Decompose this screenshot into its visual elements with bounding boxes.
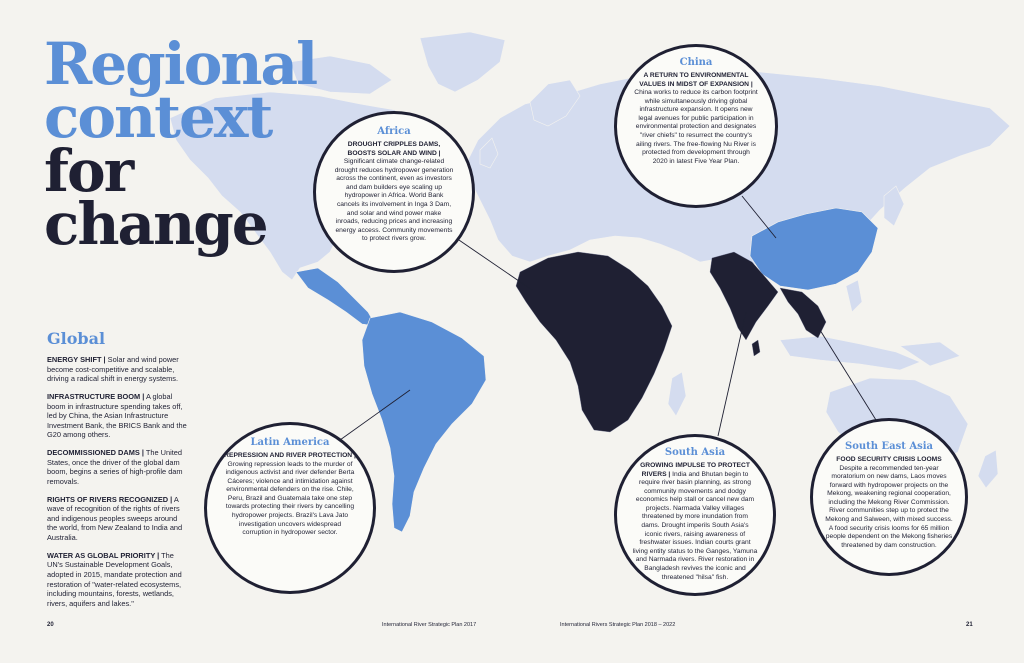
global-item-head: INFRASTRUCTURE BOOM | <box>47 391 145 401</box>
southeast-asia-callout <box>810 418 968 576</box>
south-asia-region-label: South Asia <box>664 447 726 458</box>
south-america-shape <box>362 312 486 532</box>
china-text: China works to reduce its carbon footprint while simultaneously driving global infrastructure expansion. It opens new legal avenues for public participation in environmental protection and designates "river chiefs" to resurrect the country's ailing rivers. The free-flowing Nu River is protected from development through 2020 in latest Five Year Plan. <box>634 89 758 165</box>
page-title <box>44 30 317 259</box>
global-item-text: A wave of recognition of the rights of rivers and indigenous peoples sweeps around the world, from New Zealand to India and Australia. <box>47 494 183 542</box>
south-asia-body <box>632 462 758 582</box>
southeast-asia-body <box>824 456 954 550</box>
title-line-2: context <box>44 83 272 152</box>
left-page-number: 20 <box>47 622 54 628</box>
philippines-shape <box>846 280 862 312</box>
global-item <box>47 392 189 440</box>
global-heading: Global <box>47 329 106 348</box>
latin-america-body <box>224 452 356 538</box>
latin-america-headline: REPRESSION AND RIVER PROTECTION | <box>224 452 356 459</box>
global-item-head: DECOMMISSIONED DAMS | <box>47 448 144 457</box>
global-list <box>47 355 189 616</box>
africa-text: Significant climate change-related drought reduces hydropower generation across the continent, even as investors and dam builders eye scaling up hydropower in Africa. World Bank cancels its involvement in Inga 3 Dam, and solar and wind power make inroads, reducing prices and increasing energy access. Community movements to protect rivers grow. <box>334 158 454 243</box>
global-item-head: WATER AS GLOBAL PRIORITY | <box>47 550 160 560</box>
global-item-text: A global boom in infrastructure spending takes off, led by China, the Asian Infrastructure Investment Bank, the BRICS Bank and the G20 among others. <box>47 391 187 440</box>
africa-callout <box>313 111 475 273</box>
global-item-text: The UN's Sustainable Development Goals, adopted in 2015, mandate protection and restoration of "water-related ecosystems, including mountains, forests, wetlands, rivers, aquifers and lakes." <box>47 550 182 608</box>
global-item <box>47 355 189 384</box>
china-callout <box>614 44 778 208</box>
africa-shape <box>516 252 672 432</box>
south-asia-headline: GROWING IMPULSE TO PROTECT RIVERS | <box>640 462 750 478</box>
southeast-asia-shape <box>780 288 826 338</box>
title-line-3: for <box>44 136 133 205</box>
title-line-1: Regional <box>44 30 317 98</box>
china-headline: A RETURN TO ENVIRONMENTAL VALUES IN MIDST OF EXPANSION | <box>639 72 753 88</box>
global-item-text: The United States, once the driver of the global dam boom, begins a series of high-profile dam removals. <box>47 448 183 486</box>
south-asia-connector <box>718 312 746 436</box>
global-item <box>47 551 189 609</box>
global-item-head: RIGHTS OF RIVERS RECOGNIZED | <box>47 494 173 504</box>
sri-lanka-shape <box>752 340 760 356</box>
china-body <box>634 72 758 166</box>
latin-america-text: Growing repression leads to the murder of indigenous activist and river defender Berta Cáceres; violence and intimidation against environmental defenders on the rise. Chile, Peru, Brazil and Guatemala take one step towards protecting their rivers by cancelling hydropower projects. Brazil's Lava Jato investigation uncovers widespread corruption in hydropower sector. <box>225 460 355 537</box>
latin-america-region-label: Latin America <box>250 437 330 448</box>
southeast-asia-text: Despite a recommended ten-year moratorium on new dams, Laos moves forward with hydropower projects on the Mekong, weakening regional cooperation, including the Mekong River Commission. River communities step up to protect the Mekong and Salween, with mixed success. A food security crisis looms for 65 million people dependent on the Mekong fisheries threatened by dam construction. <box>825 464 953 549</box>
southeast-asia-headline: FOOD SECURITY CRISIS LOOMS <box>836 456 942 463</box>
greenland-shape <box>420 32 505 92</box>
africa-headline: DROUGHT CRIPPLES DAMS, BOOSTS SOLAR AND WIND | <box>347 141 441 157</box>
indonesia-shape <box>780 336 920 370</box>
china-region-label: China <box>679 57 713 68</box>
new-zealand-shape <box>978 450 998 488</box>
title-line-4: change <box>44 190 267 259</box>
left-footer-text: International River Strategic Plan 2017 <box>382 622 477 628</box>
right-footer-text: International Rivers Strategic Plan 2018 – 2022 <box>560 622 676 628</box>
global-item-head: ENERGY SHIFT | <box>47 355 106 364</box>
southeast-asia-region-label: South East Asia <box>844 441 934 452</box>
south-asia-callout <box>614 434 776 596</box>
global-item <box>47 448 189 487</box>
africa-region-label: Africa <box>377 126 411 137</box>
global-item-text: Solar and wind power become cost-competitive and scalable, driving a radical shift in energy systems. <box>47 355 179 384</box>
right-page-number: 21 <box>966 622 973 628</box>
madagascar-shape <box>668 372 686 416</box>
africa-body <box>334 141 454 244</box>
central-america-shape <box>296 268 376 326</box>
global-item <box>47 495 189 543</box>
latin-america-callout <box>204 422 376 594</box>
south-asia-text: India and Bhutan begin to require river basin planning, as strong community movements and dodgy economics help stall or cancel new dam projects. Narmada Valley villages threatened by more inundation from dams. Drought imperils South Asia's iconic rivers, raising awareness of freshwater issues. Indian courts grant living entity status to the Ganges, Yamuna and Narmada rivers. River restoration in Bangladesh revives the iconic and threatened "hilsa" fish. <box>632 470 758 581</box>
